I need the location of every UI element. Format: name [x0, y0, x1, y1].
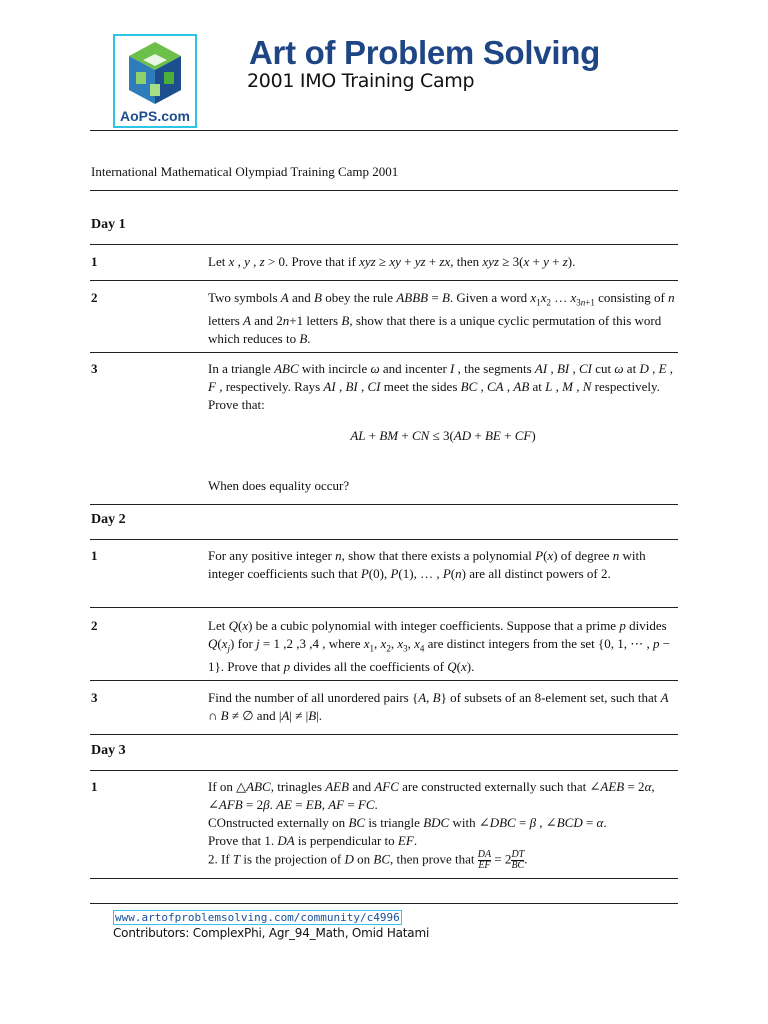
divider: [90, 352, 678, 353]
cube-logo-icon: [115, 38, 195, 112]
problem-text: Let x , y , z > 0. Prove that if xyz ≥ xy + yz + zx, then xyz ≥ 3(x + y + z).: [208, 254, 576, 269]
day-heading: Day 2: [91, 512, 126, 527]
problem-text: For any positive integer n, show that there exists a polynomial P(x) of degree n with integer coefficients such that P(0), P(1), … , P(n) are all distinct powers of 2.: [208, 548, 646, 581]
divider: [90, 878, 678, 879]
divider: [90, 280, 678, 281]
problem-number: 2: [91, 290, 98, 305]
divider: [90, 190, 678, 191]
aops-logo[interactable]: [113, 34, 197, 128]
page-subtitle: 2001 IMO Training Camp: [247, 70, 475, 92]
footer: [113, 910, 429, 940]
divider: [90, 607, 678, 608]
problem-number: 2: [91, 618, 98, 633]
problem-text: When does equality occur?: [208, 478, 350, 493]
header: [113, 34, 693, 130]
problem-text: Let Q(x) be a cubic polynomial with integer coefficients. Suppose that a prime p divides $Q(x_j)$ for j = 1 ,2 ,3 ,4 , where $x_1$, $x_2$, $x_3$, $x_4$ are distinct integers from the set {0, 1, ⋯ , p − 1}. Prove that p divides all the coefficients of Q(x).: [208, 618, 671, 674]
brand-title: Art of Problem Solving: [249, 34, 600, 71]
logo-text: AoPS.com: [119, 108, 190, 124]
problem-text: Two symbols A and B obey the rule ABBB = B. Given a word $x_1x_2$ … $x_{3n+1}$ consisting of n letters A and 2n+1 letters B, show that there is a unique cyclic permutation of this word which reduces to B.: [208, 290, 675, 346]
problem-number: 3: [91, 361, 98, 376]
problem-number: 1: [91, 548, 98, 563]
community-link[interactable]: www.artofproblemsolving.com/community/c4996: [115, 911, 400, 924]
problem-text: In a triangle ABC with incircle ω and incenter I , the segments AI , BI , CI cut ω at D , E , F , respectively. Rays AI , BI , CI meet the sides BC , CA , AB at L , M , N respectively. Prove that:: [208, 361, 674, 412]
problem-text: Find the number of all unordered pairs {A, B} of subsets of an 8-element set, such that A ∩ B ≠ ∅ and |A| ≠ |B|.: [208, 690, 669, 723]
divider: [90, 770, 678, 771]
contributors: Contributors: ComplexPhi, Agr_94_Math, Omid Hatami: [113, 926, 430, 940]
problem-number: 3: [91, 690, 98, 705]
intro-line: International Mathematical Olympiad Training Camp 2001: [91, 164, 399, 179]
divider: [90, 504, 678, 505]
divider: [90, 130, 678, 131]
day-heading: Day 3: [91, 743, 126, 758]
problem-number: 1: [91, 254, 98, 269]
divider: [90, 244, 678, 245]
day-heading: Day 1: [91, 217, 126, 232]
problem-number: 1: [91, 779, 98, 794]
divider: [90, 903, 678, 904]
divider: [90, 539, 678, 540]
problem-formula: AL + BM + CN ≤ 3(AD + BE + CF): [350, 428, 536, 443]
divider: [90, 680, 678, 681]
problem-text: If on △ABC, trinagles AEB and AFC are constructed externally such that ∠AEB = 2α, ∠AFB = 2β. AE = EB, AF = FC. COnstructed externally on BC is triangle BDC with ∠DBC = β , ∠BCD = α. Prove that 1. DA is perpendicular to EF. 2. If T is the projection of D on BC, then prove that $\frac{DA}{EF}$ = 2 $\frac{DT}{BC}$ .: [208, 779, 655, 871]
divider: [90, 734, 678, 735]
